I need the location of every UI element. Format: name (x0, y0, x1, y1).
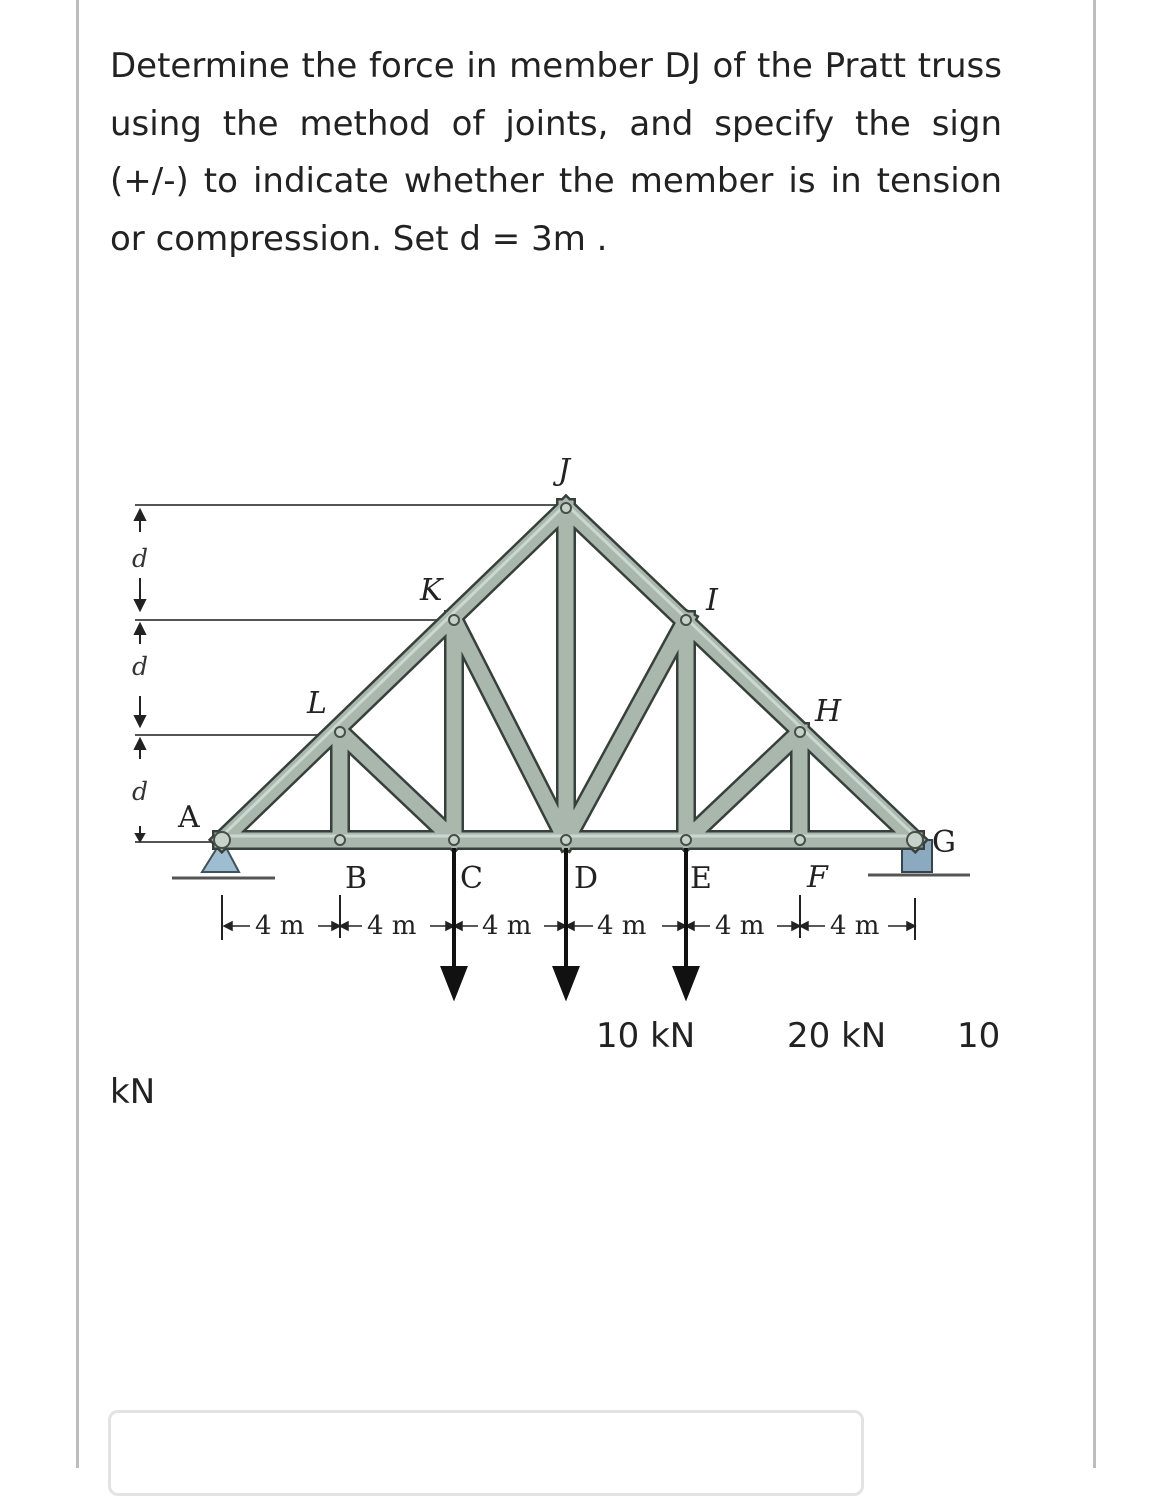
height-label-3: d (132, 777, 149, 806)
load-unit-wrapped: kN (110, 1072, 156, 1112)
joint-label-h: H (815, 694, 842, 729)
truss-members (222, 504, 915, 840)
span-dimension-ticks (222, 895, 915, 940)
height-label-1: d (132, 544, 149, 573)
joint-label-k: K (420, 573, 443, 608)
question-text: Determine the force in member DJ of the Pratt truss using the method of joints, and specify the sign (+/-) to indicate whether the member is in tension or compression. Set d = 3m . (110, 46, 1002, 259)
load-label-c: 10 kN (596, 1016, 696, 1056)
joint-label-a: A (178, 800, 200, 835)
joint-label-b: B (345, 861, 368, 896)
pratt-truss-figure (110, 450, 1010, 1010)
span-label-5: 4 m (715, 911, 765, 941)
joint-label-e: E (690, 861, 712, 896)
joint-label-f: F (807, 860, 828, 895)
joint-label-i: I (706, 583, 718, 618)
load-label-d: 20 kN (787, 1016, 887, 1056)
span-label-2: 4 m (367, 911, 417, 941)
joint-label-g: G (932, 825, 956, 860)
joint-label-c: C (460, 861, 483, 896)
answer-input[interactable] (108, 1410, 864, 1496)
span-label-4: 4 m (597, 911, 647, 941)
truss-diagram (110, 450, 1010, 1010)
load-label-e: 10 (957, 1016, 1001, 1056)
span-dimension-arrows (224, 922, 915, 930)
joint-label-d: D (574, 861, 599, 896)
joint-label-l: L (307, 686, 327, 721)
joint-label-j: J (558, 453, 571, 488)
span-label-3: 4 m (482, 911, 532, 941)
height-label-2: d (132, 652, 149, 681)
span-label-1: 4 m (255, 911, 305, 941)
span-label-6: 4 m (830, 911, 880, 941)
